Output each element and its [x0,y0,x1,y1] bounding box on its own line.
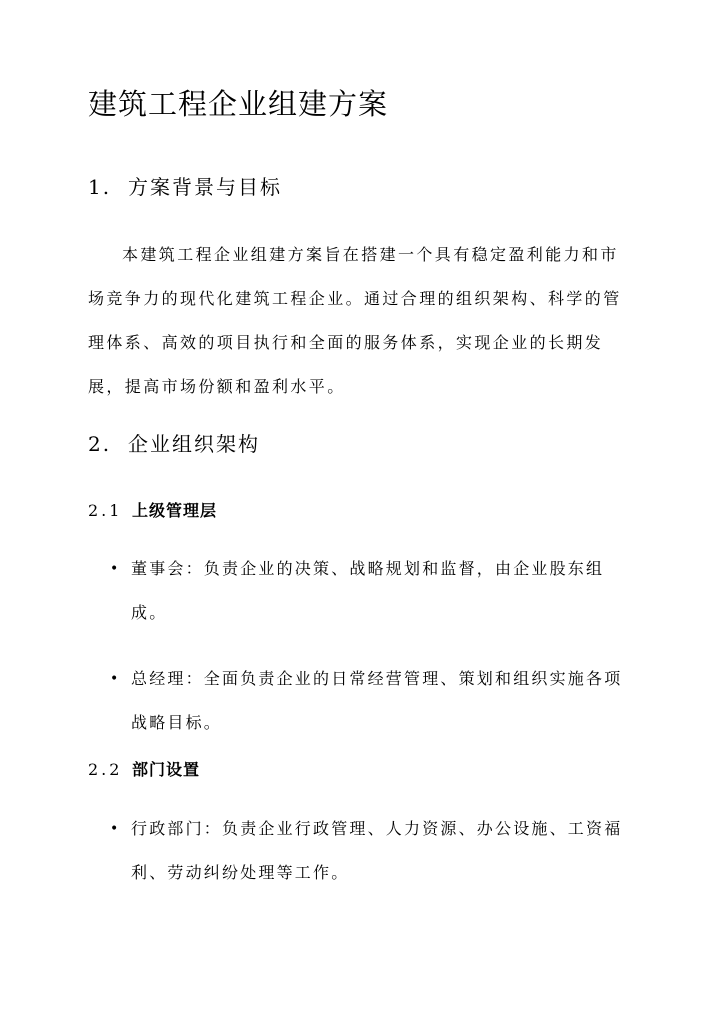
subsection-2-1-bullet-list [88,547,633,767]
list-item-text: 董事会：负责企业的决策、战略规划和监督，由企业股东组成。 [131,559,605,622]
section-1-number: 1. [88,175,112,199]
subsection-2-1-heading [88,498,217,524]
bullet-icon: • [110,561,121,577]
subsection-2-2-number: 2.2 [88,760,123,779]
document-title: 建筑工程企业组建方案 [88,87,389,121]
section-2-number: 2. [88,432,112,456]
section-1-title: 方案背景与目标 [128,175,282,199]
list-item [88,807,633,895]
bullet-icon: • [110,671,121,687]
subsection-2-2-heading [88,757,200,783]
list-item [88,547,633,635]
subsection-2-1-title: 上级管理层 [132,501,218,520]
subsection-2-1-number: 2.1 [88,501,123,520]
subsection-2-2-bullet-list [88,807,633,917]
section-1-paragraph: 本建筑工程企业组建方案旨在搭建一个具有稳定盈利能力和市场竞争力的现代化建筑工程企业。通过合理的组织架构、科学的管理体系、高效的项目执行和全面的服务体系，实现企业的长期发展，提高市场份额和盈利水平。 [88,245,622,396]
section-2-heading [88,429,260,459]
section-1-heading [88,172,282,202]
bullet-icon: • [110,821,121,837]
subsection-2-2-title: 部门设置 [132,760,201,779]
section-2-title: 企业组织架构 [128,432,260,456]
list-item-text: 总经理：全面负责企业的日常经营管理、策划和组织实施各项战略目标。 [131,669,623,732]
list-item [88,657,633,745]
list-item-text: 行政部门：负责企业行政管理、人力资源、办公设施、工资福利、劳动纠纷处理等工作。 [131,819,623,882]
